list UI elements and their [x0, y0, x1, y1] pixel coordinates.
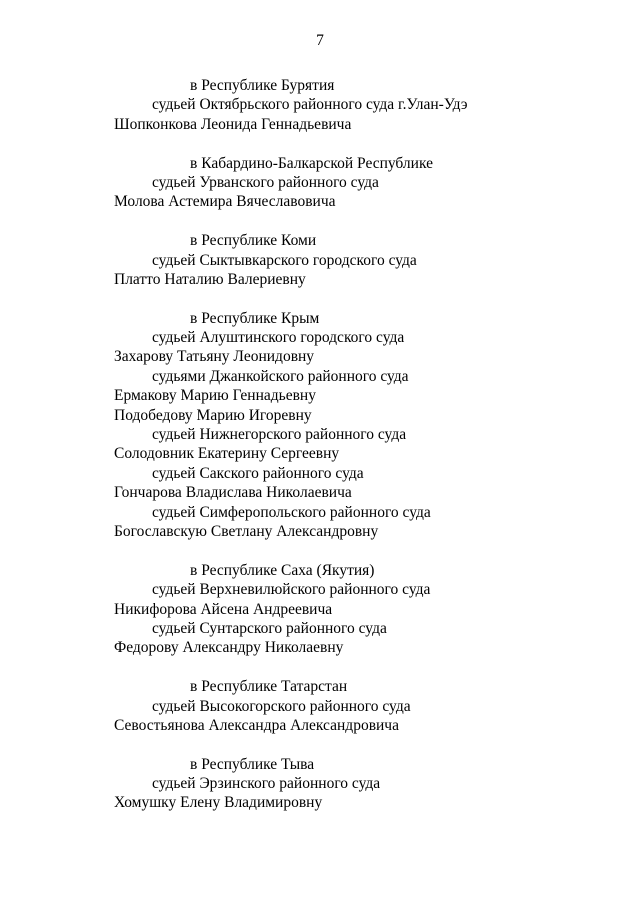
court-line: судьей Эрзинского районного суда [152, 775, 381, 793]
region-heading: в Республике Саха (Якутия) [190, 561, 375, 579]
region-heading: в Республике Татарстан [190, 678, 348, 696]
region-heading: в Республике Коми [190, 232, 317, 250]
person-name: Солодовник Екатерину Сергеевну [114, 445, 340, 463]
court-line: судьями Джанкойского районного суда [152, 367, 409, 385]
person-name: Богославскую Светлану Александровну [114, 522, 379, 540]
section-gap [0, 541, 640, 560]
court-line: судьей Симферопольского районного суда [152, 503, 431, 521]
court-line: судьей Сакского районного суда [152, 464, 364, 482]
person-name: Молова Астемира Вячеславовича [114, 193, 336, 211]
section-tatarstan [0, 677, 640, 735]
person-name: Шопконкова Леонида Геннадьевича [114, 115, 352, 133]
region-heading: в Республике Крым [190, 309, 320, 327]
section-buryatia [0, 76, 640, 134]
region-heading: в Республике Бурятия [190, 77, 335, 94]
section-tyva [0, 755, 640, 813]
court-line: судьей Верхневилюйского районного суда [152, 581, 431, 599]
person-name: Подобедову Марию Игоревну [114, 406, 312, 424]
section-gap [0, 289, 640, 308]
section-gap [0, 134, 640, 153]
section-gap [0, 735, 640, 754]
court-line: судьей Октябрьского районного суда г.Улан-Удэ [152, 96, 468, 114]
section-crimea [0, 309, 640, 542]
section-komi [0, 231, 640, 289]
court-line: судьей Сунтарского районного суда [152, 619, 387, 637]
person-name: Захарову Татьяну Леонидовну [114, 348, 315, 366]
section-sakha-yakutia [0, 561, 640, 658]
person-name: Федорову Александру Николаевну [114, 639, 344, 657]
court-line: судьей Высокогорского районного суда [152, 697, 411, 715]
person-name: Ермакову Марию Геннадьевну [114, 387, 316, 405]
court-line: судьей Алуштинского городского суда [152, 329, 405, 347]
page-number: 7 [316, 32, 324, 49]
region-heading: в Кабардино-Балкарской Республике [190, 154, 433, 172]
person-name: Никифорова Айсена Андреевича [114, 600, 333, 618]
person-name: Гончарова Владислава Николаевича [114, 484, 352, 502]
section-gap [0, 658, 640, 677]
section-kabardino-balkaria [0, 154, 640, 212]
person-name: Хомушку Елену Владимировну [114, 794, 323, 812]
court-line: судьей Нижнегорского районного суда [152, 426, 407, 444]
person-name: Севостьянова Александра Александровича [114, 716, 399, 734]
person-name: Платто Наталию Валериевну [114, 270, 306, 288]
appointment-list [0, 76, 640, 813]
section-gap [0, 212, 640, 231]
region-heading: в Республике Тыва [190, 755, 315, 773]
court-line: судьей Урванского районного суда [152, 173, 379, 191]
court-line: судьей Сыктывкарского городского суда [152, 251, 417, 269]
